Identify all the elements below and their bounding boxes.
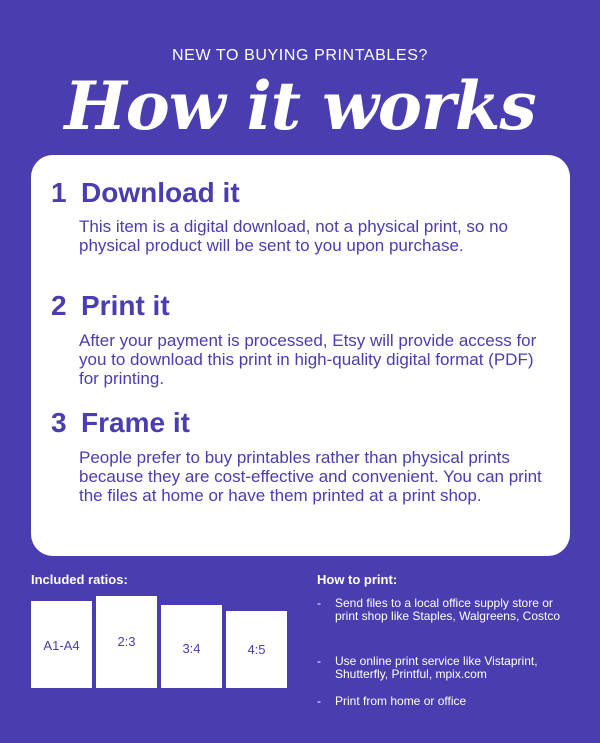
eyebrow-text: NEW TO BUYING PRINTABLES?: [172, 47, 428, 64]
ratio-box-4-5: [226, 611, 287, 688]
step-number: 1: [51, 177, 67, 208]
step-description: This item is a digital download, not a physical print, so no physical product will be sent to you upon purchase.: [79, 217, 509, 255]
ratio-label: A1-A4: [43, 638, 80, 653]
step-title: Frame it: [81, 407, 190, 438]
list-item-text: Use online print service like Vistaprint, Shutterfly, Printful, mpix.com: [335, 654, 538, 681]
step-description: People prefer to buy printables rather than physical prints because they are cost-effective and convenient. You can print the files at home or have them printed at a print shop.: [79, 448, 542, 505]
step-description: After your payment is processed, Etsy will provide access for you to download this print in high-quality digital format (PDF) for printing.: [79, 331, 537, 388]
step-number: 2: [51, 290, 67, 321]
steps-card: [31, 155, 570, 556]
ratio-label: 3:4: [182, 641, 201, 656]
bullet-dash: -: [317, 694, 321, 708]
ratio-box-a1-a4: [31, 601, 92, 688]
list-item-text: Send files to a local office supply store or print shop like Staples, Walgreens, Costco: [335, 596, 560, 623]
bullet-dash: -: [317, 654, 321, 668]
page-title: How it works: [64, 67, 536, 145]
ratio-label: 2:3: [117, 634, 136, 649]
ratio-label: 4:5: [247, 642, 266, 657]
step-title: Print it: [81, 290, 170, 321]
ratio-box-2-3: [96, 596, 157, 688]
ratio-box-3-4: [161, 605, 222, 688]
step-number: 3: [51, 407, 67, 438]
how-to-print-heading: How to print:: [317, 572, 398, 587]
ratios-heading: Included ratios:: [31, 572, 128, 587]
bullet-dash: -: [317, 596, 321, 610]
step-title: Download it: [81, 177, 240, 208]
list-item-text: Print from home or office: [335, 694, 467, 708]
